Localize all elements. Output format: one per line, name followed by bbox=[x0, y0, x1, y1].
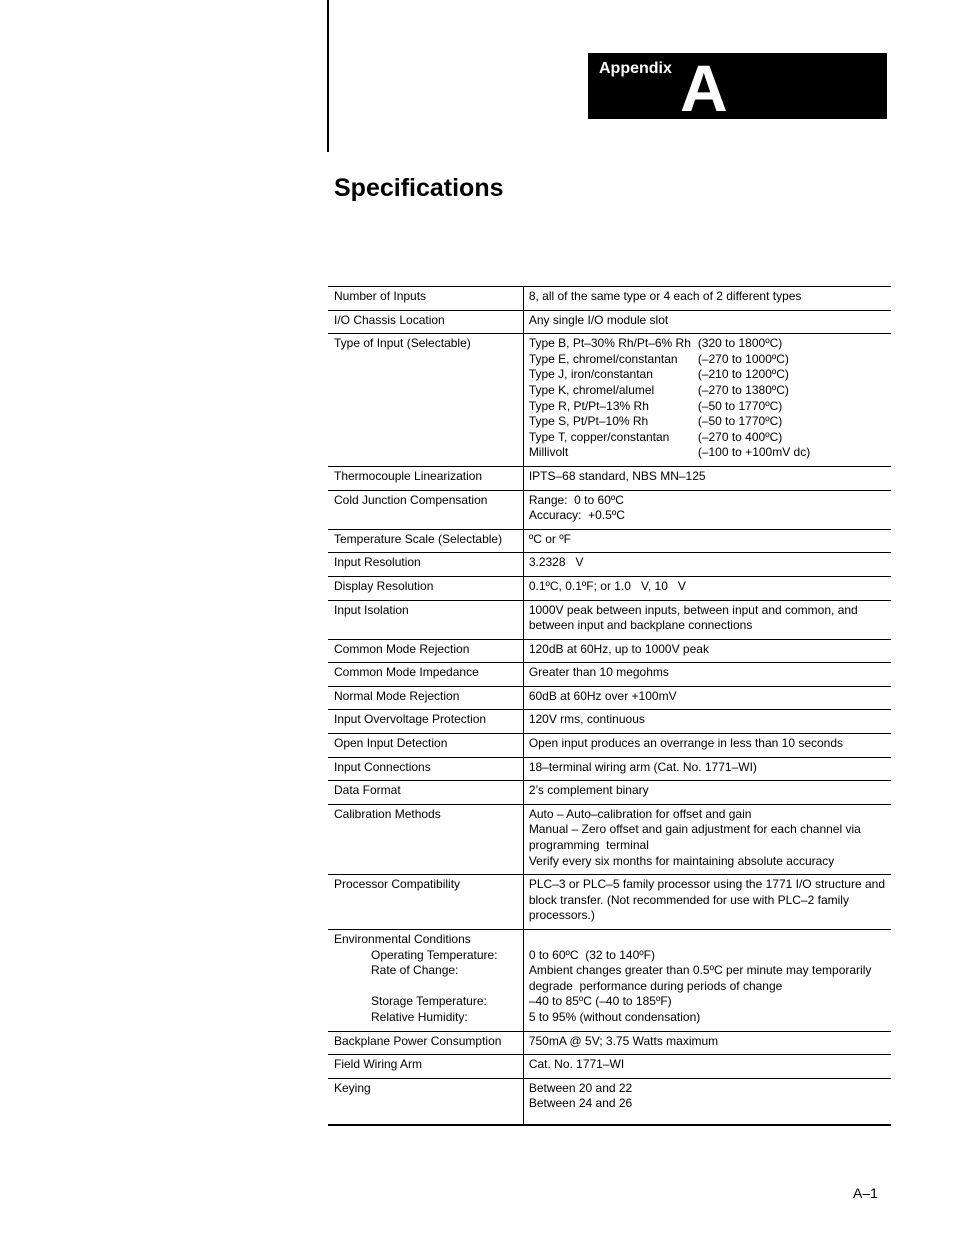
page-number: A–1 bbox=[853, 1185, 878, 1201]
spec-value: ºC or ºF bbox=[523, 529, 891, 553]
spec-value: 120V rms, continuous bbox=[523, 710, 891, 734]
spec-value-line: Auto – Auto–calibration for offset and gain bbox=[528, 806, 752, 821]
spec-label: Common Mode Impedance bbox=[328, 663, 523, 687]
input-type-item bbox=[529, 414, 885, 430]
spec-label: Type of Input (Selectable) bbox=[328, 334, 523, 467]
appendix-word: Appendix bbox=[599, 60, 672, 77]
input-type-range: (–270 to 400ºC) bbox=[697, 429, 783, 444]
spec-value-line: programming terminal bbox=[528, 838, 649, 853]
input-type-list bbox=[523, 334, 891, 467]
table-row bbox=[328, 1031, 891, 1055]
spec-value-line: processors.) bbox=[528, 908, 595, 923]
spec-label: Display Resolution bbox=[328, 576, 523, 600]
table-row bbox=[328, 466, 891, 490]
input-type-item bbox=[529, 336, 885, 352]
humidity-label: Relative Humidity: bbox=[371, 1009, 468, 1024]
spec-value: 2’s complement binary bbox=[523, 781, 891, 805]
input-type-name: Millivolt bbox=[528, 445, 569, 460]
spec-label: Cold Junction Compensation bbox=[328, 490, 523, 529]
spec-label: Input Resolution bbox=[328, 553, 523, 577]
table-row bbox=[328, 639, 891, 663]
spacer bbox=[334, 979, 517, 995]
input-type-range: (–270 to 1000ºC) bbox=[697, 351, 789, 366]
appendix-tab bbox=[588, 51, 887, 125]
input-type-name: Type J, iron/constantan bbox=[528, 367, 653, 382]
table-row bbox=[328, 875, 891, 930]
page-title: Specifications bbox=[334, 174, 504, 202]
table-row bbox=[328, 490, 891, 529]
input-type-name: Type B, Pt–30% Rh/Pt–6% Rh bbox=[528, 336, 691, 351]
table-row bbox=[328, 663, 891, 687]
spec-label: Data Format bbox=[328, 781, 523, 805]
spec-value-line: Manual – Zero offset and gain adjustment for each channel via bbox=[528, 822, 861, 837]
table-row bbox=[328, 930, 891, 1032]
input-type-name: Type E, chromel/constantan bbox=[528, 351, 678, 366]
spec-value bbox=[523, 875, 891, 930]
spec-value: 120dB at 60Hz, up to 1000V peak bbox=[523, 639, 891, 663]
spec-value: 18–terminal wiring arm (Cat. No. 1771–WI) bbox=[523, 757, 891, 781]
input-type-name: Type S, Pt/Pt–10% Rh bbox=[528, 414, 649, 429]
spec-label: Normal Mode Rejection bbox=[328, 686, 523, 710]
input-type-name: Type K, chromel/alumel bbox=[528, 382, 655, 397]
spec-value bbox=[523, 930, 891, 1032]
humidity-value: 5 to 95% (without condensation) bbox=[528, 1009, 701, 1024]
input-type-item bbox=[529, 430, 885, 446]
table-row bbox=[328, 686, 891, 710]
table-row bbox=[328, 757, 891, 781]
spec-label: Open Input Detection bbox=[328, 734, 523, 758]
spec-label: Number of Inputs bbox=[328, 287, 523, 311]
spec-value: 3.2328 V bbox=[523, 553, 891, 577]
rate-of-change-label: Rate of Change: bbox=[371, 963, 459, 978]
table-row bbox=[328, 310, 891, 334]
spec-value: IPTS–68 standard, NBS MN–125 bbox=[523, 466, 891, 490]
table-row bbox=[328, 804, 891, 874]
spec-value bbox=[523, 600, 891, 639]
spec-value-line: between input and backplane connections bbox=[528, 618, 753, 633]
spec-value bbox=[523, 490, 891, 529]
spec-value-line: Verify every six months for maintaining absolute accuracy bbox=[528, 853, 835, 868]
input-type-range: (–50 to 1770ºC) bbox=[697, 398, 783, 413]
input-type-item bbox=[529, 383, 885, 399]
spec-label: Keying bbox=[328, 1078, 523, 1125]
spec-value-line: Accuracy: +0.5ºC bbox=[528, 508, 625, 523]
spec-label: Calibration Methods bbox=[328, 804, 523, 874]
input-type-range: (–100 to +100mV dc) bbox=[697, 445, 811, 460]
spec-value: Greater than 10 megohms bbox=[523, 663, 891, 687]
spec-value: Any single I/O module slot bbox=[523, 310, 891, 334]
spec-value: 0.1ºC, 0.1ºF; or 1.0 V, 10 V bbox=[523, 576, 891, 600]
spec-value-line: 1000V peak between inputs, between input and common, and bbox=[528, 602, 858, 617]
spec-label: Processor Compatibility bbox=[328, 875, 523, 930]
spec-value bbox=[523, 1078, 891, 1125]
spec-value-line: Range: 0 to 60ºC bbox=[528, 492, 624, 507]
spec-value bbox=[523, 804, 891, 874]
storage-temp-value: –40 to 85ºC (–40 to 185ºF) bbox=[528, 994, 672, 1009]
table-row bbox=[328, 287, 891, 311]
input-type-range: (–270 to 1380ºC) bbox=[697, 382, 789, 397]
spec-label: Input Isolation bbox=[328, 600, 523, 639]
spec-value: 750mA @ 5V; 3.75 Watts maximum bbox=[523, 1031, 891, 1055]
rate-of-change-value: Ambient changes greater than 0.5ºC per minute may temporarily bbox=[528, 963, 872, 978]
spacer bbox=[529, 932, 885, 948]
table-row bbox=[328, 529, 891, 553]
appendix-letter: A bbox=[680, 51, 728, 125]
storage-temp-label: Storage Temperature: bbox=[371, 994, 487, 1009]
spec-value-line: PLC–3 or PLC–5 family processor using the 1771 I/O structure and bbox=[528, 877, 885, 892]
spec-label: Field Wiring Arm bbox=[328, 1055, 523, 1079]
table-row bbox=[328, 334, 891, 467]
input-type-name: Type T, copper/constantan bbox=[528, 429, 670, 444]
table-row bbox=[328, 734, 891, 758]
input-type-range: (320 to 1800ºC) bbox=[697, 336, 783, 351]
specifications-table bbox=[328, 286, 891, 1126]
input-type-item bbox=[529, 445, 885, 461]
margin-rule bbox=[327, 0, 329, 152]
spec-value: 60dB at 60Hz over +100mV bbox=[523, 686, 891, 710]
spec-label: Input Connections bbox=[328, 757, 523, 781]
spec-value-line: Between 24 and 26 bbox=[528, 1096, 633, 1111]
spec-label: Input Overvoltage Protection bbox=[328, 710, 523, 734]
spec-value: Cat. No. 1771–WI bbox=[523, 1055, 891, 1079]
spec-value-line: Between 20 and 22 bbox=[528, 1080, 633, 1095]
input-type-range: (–50 to 1770ºC) bbox=[697, 414, 783, 429]
input-type-name: Type R, Pt/Pt–13% Rh bbox=[528, 398, 649, 413]
table-row bbox=[328, 1055, 891, 1079]
table-row bbox=[328, 576, 891, 600]
input-type-range: (–210 to 1200ºC) bbox=[697, 367, 789, 382]
spec-label bbox=[328, 930, 523, 1032]
spec-label: Common Mode Rejection bbox=[328, 639, 523, 663]
operating-temp-value: 0 to 60ºC (32 to 140ºF) bbox=[528, 947, 655, 962]
spec-label: I/O Chassis Location bbox=[328, 310, 523, 334]
table-row bbox=[328, 710, 891, 734]
table-row bbox=[328, 781, 891, 805]
environment-heading: Environmental Conditions bbox=[334, 932, 471, 946]
table-row bbox=[328, 1078, 891, 1125]
table-row bbox=[328, 553, 891, 577]
spec-label: Thermocouple Linearization bbox=[328, 466, 523, 490]
table-row bbox=[328, 600, 891, 639]
spec-label: Temperature Scale (Selectable) bbox=[328, 529, 523, 553]
input-type-item bbox=[529, 352, 885, 368]
operating-temp-label: Operating Temperature: bbox=[371, 947, 498, 962]
spec-value-line: block transfer. (Not recommended for use with PLC–2 family bbox=[528, 892, 849, 907]
input-type-item bbox=[529, 399, 885, 415]
spec-value: 8, all of the same type or 4 each of 2 different types bbox=[523, 287, 891, 311]
rate-of-change-value: degrade performance during periods of change bbox=[528, 978, 783, 993]
input-type-item bbox=[529, 367, 885, 383]
spec-label: Backplane Power Consumption bbox=[328, 1031, 523, 1055]
spec-value: Open input produces an overrange in less than 10 seconds bbox=[523, 734, 891, 758]
